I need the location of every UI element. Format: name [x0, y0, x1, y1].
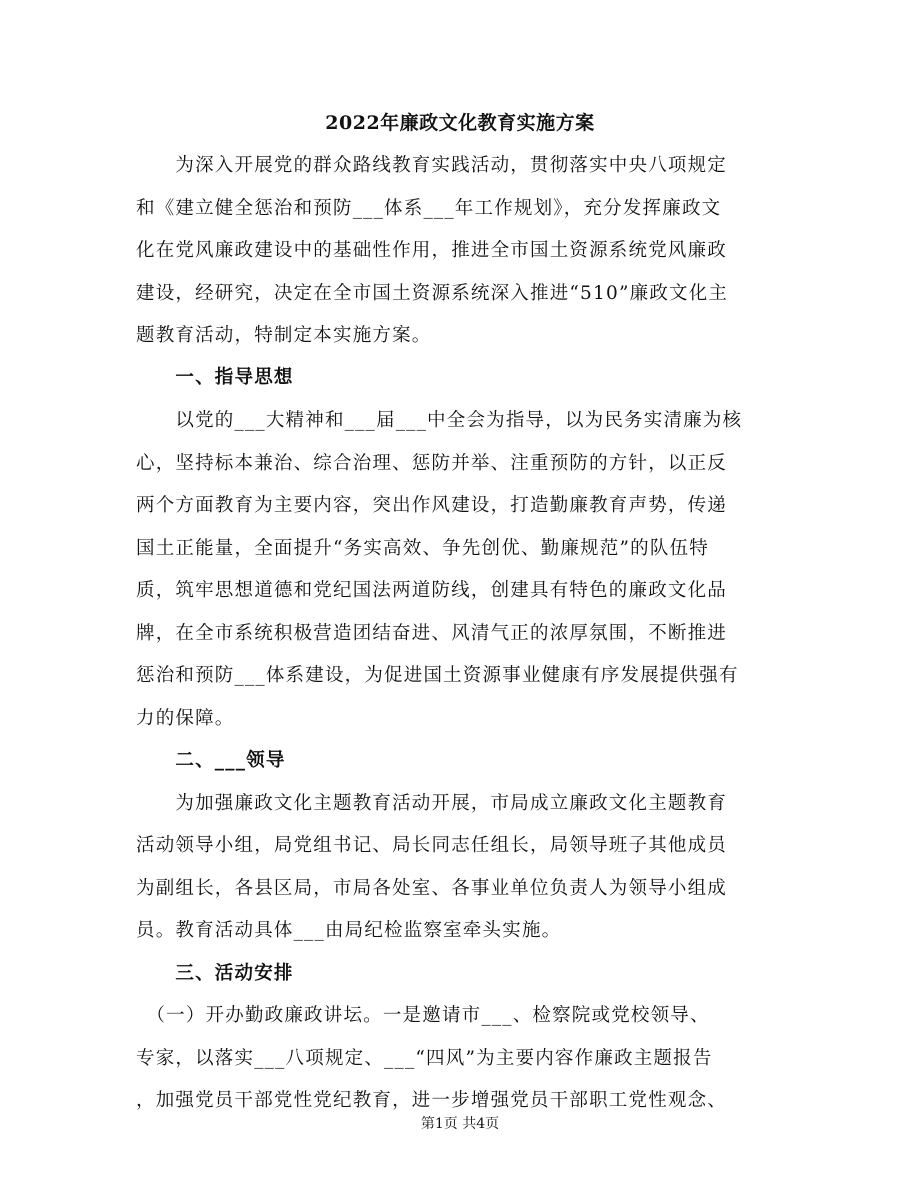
page-number-footer: 第1页 共4页	[420, 1116, 500, 1132]
section-heading: 一、指导思想	[136, 367, 294, 388]
paragraph-line: 为加强廉政文化主题教育活动开展，市局成立廉政文化主题教育	[136, 793, 728, 814]
paragraph-line: ，加强党员干部党性党纪教育，进一步增强党员干部职工党性观念、	[136, 1090, 728, 1111]
section-heading: 三、活动安排	[136, 963, 294, 984]
paragraph-line: （一）开办勤政廉政讲坛。一是邀请市___、检察院或党校领导、	[136, 1005, 710, 1026]
paragraph-line: 和《建立健全惩治和预防___体系___年工作规划》，充分发挥廉政文	[136, 198, 722, 219]
document-title: 2022年廉政文化教育实施方案	[325, 112, 595, 134]
paragraph-line: 为副组长，各县区局，市局各处室、各事业单位负责人为领导小组成	[136, 878, 728, 899]
paragraph-line: 惩治和预防___体系建设，为促进国土资源事业健康有序发展提供强有	[136, 665, 739, 686]
paragraph-line: 为深入开展党的群众路线教育实践活动，贯彻落实中央八项规定	[136, 155, 728, 176]
paragraph-line: 心，坚持标本兼治、综合治理、惩防并举、注重预防的方针，以正反	[136, 453, 728, 474]
section-heading: 二、___领导	[136, 750, 286, 771]
paragraph-line: 力的保障。	[136, 708, 235, 729]
paragraph-line: 活动领导小组，局党组书记、局长同志任组长，局领导班子其他成员	[136, 835, 728, 856]
paragraph-line: 题教育活动，特制定本实施方案。	[136, 325, 432, 346]
paragraph-line: 两个方面教育为主要内容，突出作风建设，打造勤廉教育声势，传递	[136, 495, 728, 516]
paragraph-line: 国土正能量，全面提升“务实高效、争先创优、勤廉规范”的队伍特	[136, 538, 709, 559]
paragraph-line: 专家，以落实___八项规定、___“四风”为主要内容作廉政主题报告	[136, 1048, 713, 1069]
paragraph-line: 质，筑牢思想道德和党纪国法两道防线，创建具有特色的廉政文化品	[136, 580, 728, 601]
paragraph-line: 牌，在全市系统积极营造团结奋进、风清气正的浓厚氛围，不断推进	[136, 623, 728, 644]
paragraph-line: 员。教育活动具体___由局纪检监察室牵头实施。	[136, 920, 562, 941]
paragraph-line: 以党的___大精神和___届___中全会为指导，以为民务实清廉为核	[136, 410, 743, 431]
paragraph-line: 建设，经研究，决定在全市国土资源系统深入推进“510”廉政文化主	[136, 283, 729, 304]
paragraph-line: 化在党风廉政建设中的基础性作用，推进全市国土资源系统党风廉政	[136, 240, 728, 261]
